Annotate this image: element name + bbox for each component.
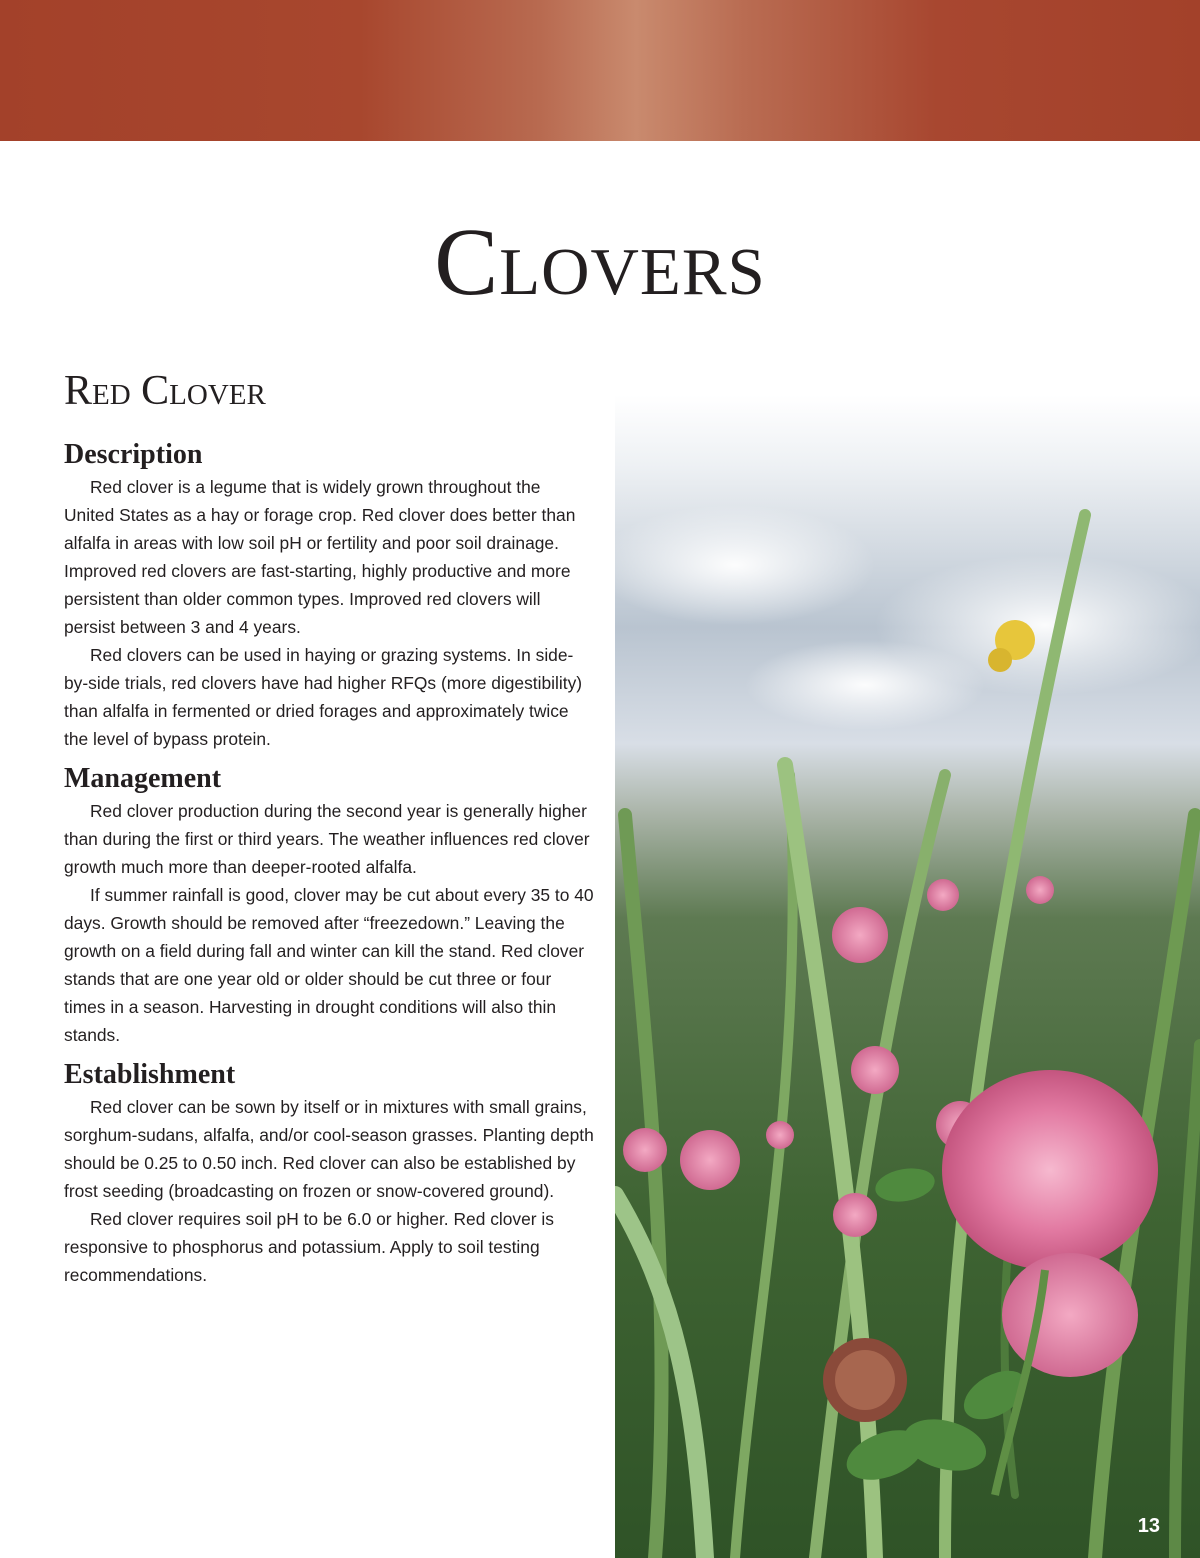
section-title: Red Clover [64,368,266,414]
establishment-heading: Establishment [64,1059,236,1090]
header-band [0,0,1200,141]
management-paragraph: If summer rainfall is good, clover may be cut about every 35 to 40 days. Growth should be removed after “freezedown.” Leaving the growth on a field during fall and winter can kill the stand. Red clover stands that are one year old or older should be cut three or four times in a season. Harvesting in drought conditions will also thin stands. [64,885,594,1045]
article-body [64,437,594,1289]
management-paragraph: Red clover production during the second year is generally higher than during the first or third years. The weather influences red clover growth much more than deeper-rooted alfalfa. [64,801,590,877]
description-paragraph: Red clovers can be used in haying or grazing systems. In side-by-side trials, red clovers have had higher RFQs (more digestibility) than alfalfa in fermented or dried forages and approximately twice the level of bypass protein. [64,645,583,749]
establishment-paragraph: Red clover can be sown by itself or in mixtures with small grains, sorghum-sudans, alfalfa, and/or cool-season grasses. Planting depth should be 0.25 to 0.50 inch. Red clover can also be established by frost seeding (broadcasting on frozen or snow-covered ground). [64,1097,594,1201]
description-heading: Description [64,439,203,470]
red-clover-photo [615,395,1200,1558]
management-heading: Management [64,763,222,794]
establishment-paragraph: Red clover requires soil pH to be 6.0 or higher. Red clover is responsive to phosphorus and potassium. Apply to soil testing recommendations. [64,1209,554,1285]
page-number: 13 [1137,1515,1160,1537]
description-paragraph: Red clover is a legume that is widely grown throughout the United States as a hay or forage crop. Red clover does better than alfalfa in areas with low soil pH or fertility and poor soil drainage. Improved red clovers are fast-starting, highly productive and more persistent than older common types. Improved red clovers will persist between 3 and 4 years. [64,477,576,637]
page-title: Clovers [434,208,766,315]
